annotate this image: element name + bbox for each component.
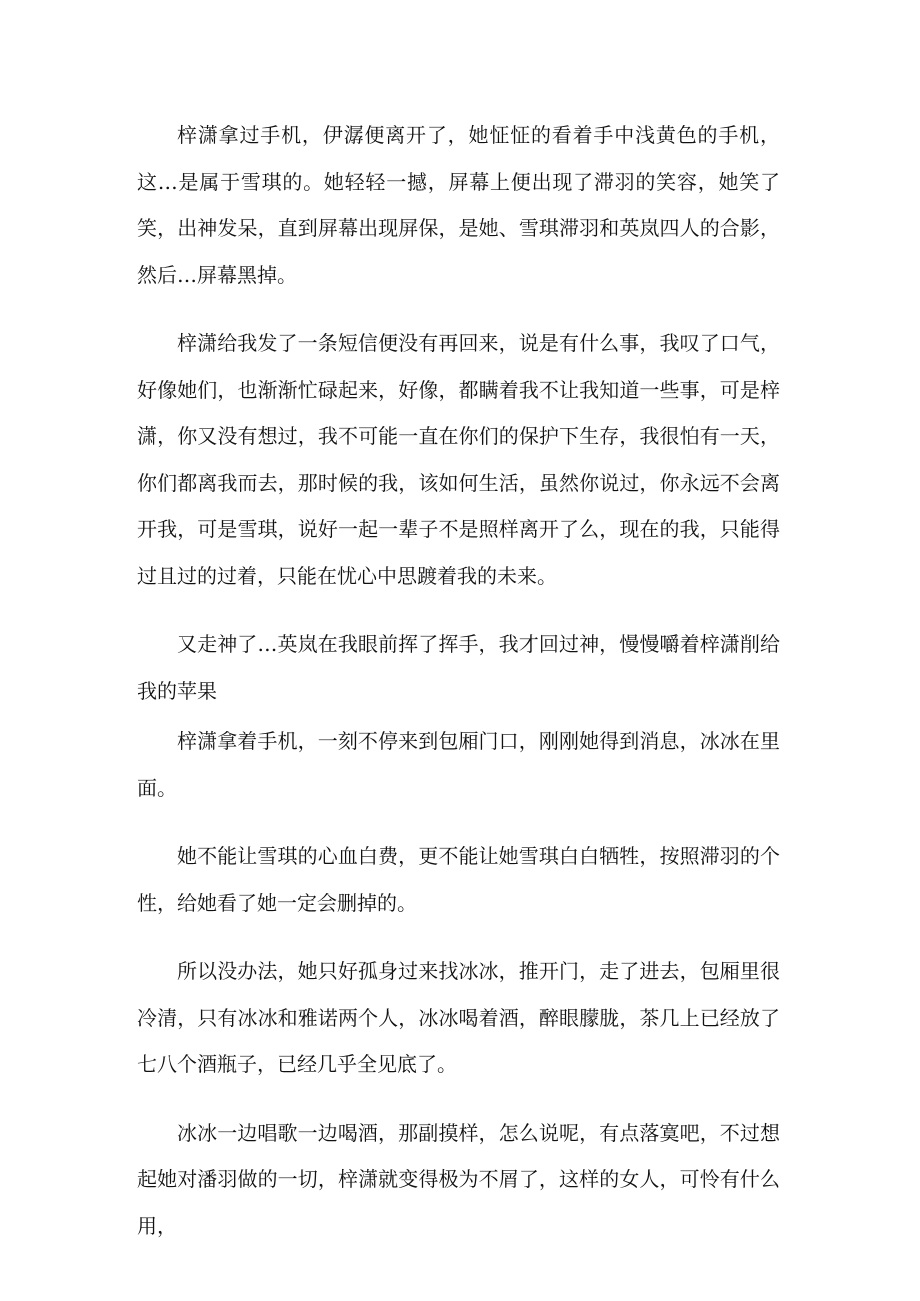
paragraph-1: 梓潇拿过手机，伊潺便离开了，她怔怔的看着手中浅黄色的手机，这…是属于雪琪的。她轻轻一撼，屏幕上便出现了滞羽的笑容，她笑了笑，出神发呆，直到屏幕出现屏保，是她、雪琪滞羽和英岚四人的合影，然后…屏幕黑掉。 — [137, 123, 780, 287]
paragraph-4: 梓潇拿着手机，一刻不停来到包厢门口，刚刚她得到消息，冰冰在里面。 — [137, 729, 780, 800]
paragraph-3: 又走神了…英岚在我眼前挥了挥手，我才回过神，慢慢嚼着梓潇削给我的苹果 — [137, 632, 780, 703]
paragraph-2: 梓潇给我发了一条短信便没有再回来，说是有什么事，我叹了口气，好像她们，也渐渐忙碌起来，好像，都瞒着我不让我知道一些事，可是梓潇，你又没有想过，我不可能一直在你们的保护下生存，我很怕有一天，你们都离我而去，那时候的我，该如何生活，虽然你说过，你永远不会离开我，可是雪琪，说好一起一辈子不是照样离开了么，现在的我，只能得过且过的过着，只能在忧心中思踱着我的未来。 — [137, 331, 780, 588]
paragraph-5: 她不能让雪琪的心血白费，更不能让她雪琪白白牺牲，按照滞羽的个性，给她看了她一定会删掉的。 — [137, 844, 780, 915]
document-body — [137, 112, 780, 1249]
paragraph-7: 冰冰一边唱歌一边喝酒，那副摸样，怎么说呢，有点落寞吧，不过想起她对潘羽做的一切，梓潇就变得极为不屑了，这样的女人，可怜有什么用， — [137, 1120, 780, 1238]
paragraph-6: 所以没办法，她只好孤身过来找冰冰，推开门，走了进去，包厢里很冷清，只有冰冰和雅诺两个人，冰冰喝着酒，醉眼朦胧，茶几上已经放了七八个酒瓶子，已经几乎全见底了。 — [137, 959, 780, 1076]
